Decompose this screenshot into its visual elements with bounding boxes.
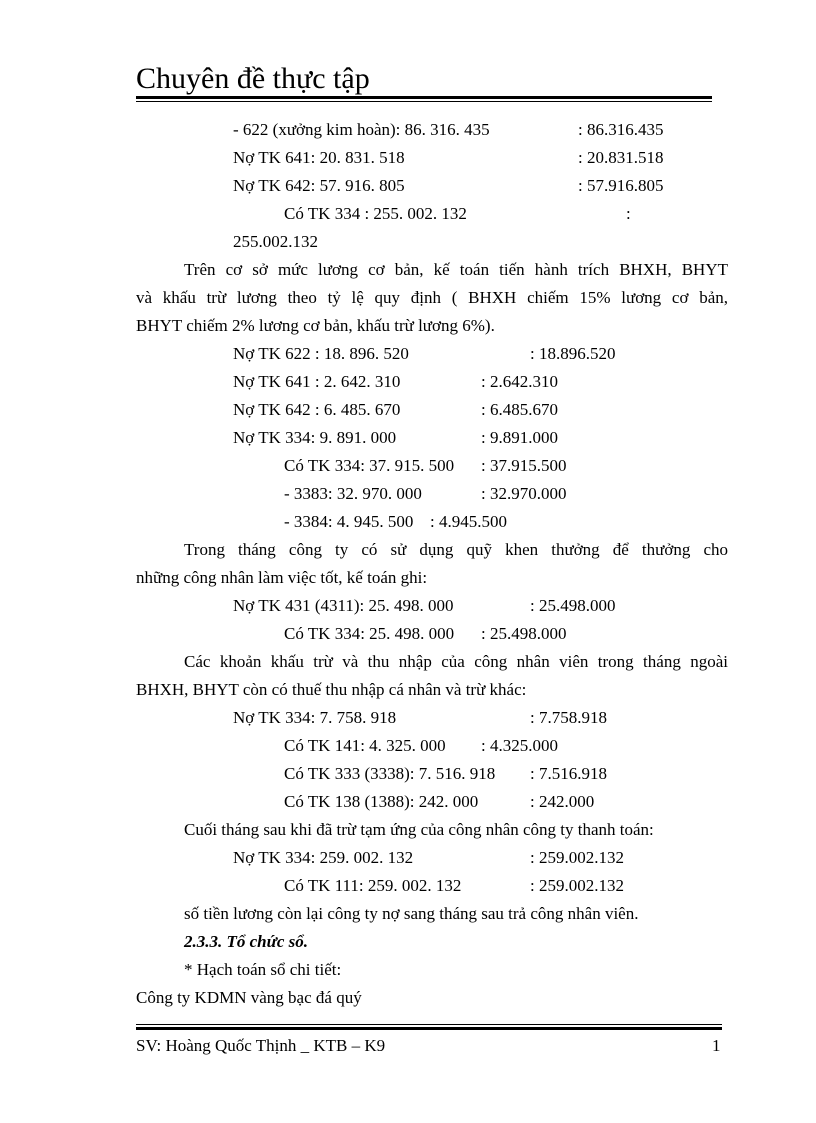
paragraph-line: Các khoản khấu trừ và thu nhập của công nhân viên trong tháng ngoài xyxy=(184,652,728,671)
entry-right: : 6.485.670 xyxy=(481,400,558,419)
entry-right: : 9.891.000 xyxy=(481,428,558,447)
paragraph-line: số tiền lương còn lại công ty nợ sang tháng sau trả công nhân viên. xyxy=(184,904,639,923)
entry-right: : 4.325.000 xyxy=(481,736,558,755)
entry-right: : 32.970.000 xyxy=(481,484,567,503)
entry-right: : 20.831.518 xyxy=(578,148,664,167)
entry-left: Có TK 141: 4. 325. 000 xyxy=(284,736,446,755)
entry-left: Nợ TK 642 : 6. 485. 670 xyxy=(233,400,401,419)
entry-right: : xyxy=(626,204,631,223)
header-rule-thin xyxy=(136,101,712,102)
entry-right: : 57.916.805 xyxy=(578,176,664,195)
entry-left: Có TK 138 (1388): 242. 000 xyxy=(284,792,479,811)
entry-left: Nợ TK 641 : 2. 642. 310 xyxy=(233,372,401,391)
entry-left: Nợ TK 622 : 18. 896. 520 xyxy=(233,344,409,363)
entry-left: Nợ TK 431 (4311): 25. 498. 000 xyxy=(233,596,454,615)
entry-right: : 4.945.500 xyxy=(430,512,507,531)
paragraph-line: BHXH, BHYT còn có thuế thu nhập cá nhân và trừ khác: xyxy=(136,680,527,699)
entry-left: Nợ TK 334: 259. 002. 132 xyxy=(233,848,414,867)
header-rule-thick xyxy=(136,96,712,99)
entry-left: Có TK 333 (3338): 7. 516. 918 xyxy=(284,764,496,783)
entry-wrap: 255.002.132 xyxy=(233,232,318,251)
entry-left: Có TK 334 : 255. 002. 132 xyxy=(284,204,467,223)
entry-left: Có TK 111: 259. 002. 132 xyxy=(284,876,462,895)
section-heading: 2.3.3. Tổ chức sổ. xyxy=(184,932,308,951)
entry-left: Nợ TK 334: 7. 758. 918 xyxy=(233,708,397,727)
entry-right: : 25.498.000 xyxy=(481,624,567,643)
footer-student: SV: Hoàng Quốc Thịnh _ KTB – K9 xyxy=(136,1036,386,1055)
page-title: Chuyên đề thực tập xyxy=(136,62,370,95)
entry-right: : 2.642.310 xyxy=(481,372,558,391)
entry-right: : 18.896.520 xyxy=(530,344,616,363)
entry-left: Nợ TK 334: 9. 891. 000 xyxy=(233,428,397,447)
entry-left: Nợ TK 641: 20. 831. 518 xyxy=(233,148,405,167)
entry-left: Có TK 334: 25. 498. 000 xyxy=(284,624,455,643)
entry-right: : 7.758.918 xyxy=(530,708,607,727)
paragraph-line: BHYT chiếm 2% lương cơ bản, khấu trừ lương 6%). xyxy=(136,316,495,335)
entry-left: - 3384: 4. 945. 500 xyxy=(284,512,414,531)
paragraph-line: và khấu trừ lương theo tỷ lệ quy định ( BHXH chiếm 15% lương cơ bản, xyxy=(136,288,728,307)
entry-left: - 3383: 32. 970. 000 xyxy=(284,484,422,503)
footer-rule-thin xyxy=(136,1024,722,1025)
entry-right: : 7.516.918 xyxy=(530,764,607,783)
entry-right: : 37.915.500 xyxy=(481,456,567,475)
paragraph-line: Cuối tháng sau khi đã trừ tạm ứng của công nhân công ty thanh toán: xyxy=(184,820,654,839)
entry-left: Có TK 334: 37. 915. 500 xyxy=(284,456,455,475)
paragraph-line: những công nhân làm việc tốt, kế toán ghi: xyxy=(136,568,428,587)
company-name: Công ty KDMN vàng bạc đá quý xyxy=(136,988,362,1007)
entry-left: Nợ TK 642: 57. 916. 805 xyxy=(233,176,405,195)
page-number: 1 xyxy=(712,1036,721,1055)
entry-right: : 242.000 xyxy=(530,792,595,811)
entry-right: : 259.002.132 xyxy=(530,876,624,895)
paragraph-line: Trong tháng công ty có sử dụng quỹ khen thưởng để thưởng cho xyxy=(184,540,728,559)
entry-right: : 86.316.435 xyxy=(578,120,664,139)
section-subheading: * Hạch toán sổ chi tiết: xyxy=(184,960,342,979)
paragraph-line: Trên cơ sở mức lương cơ bản, kế toán tiến hành trích BHXH, BHYT xyxy=(184,260,728,279)
entry-left: - 622 (xưởng kim hoàn): 86. 316. 435 xyxy=(233,120,490,139)
footer-rule-thick xyxy=(136,1027,722,1030)
entry-right: : 259.002.132 xyxy=(530,848,624,867)
entry-right: : 25.498.000 xyxy=(530,596,616,615)
